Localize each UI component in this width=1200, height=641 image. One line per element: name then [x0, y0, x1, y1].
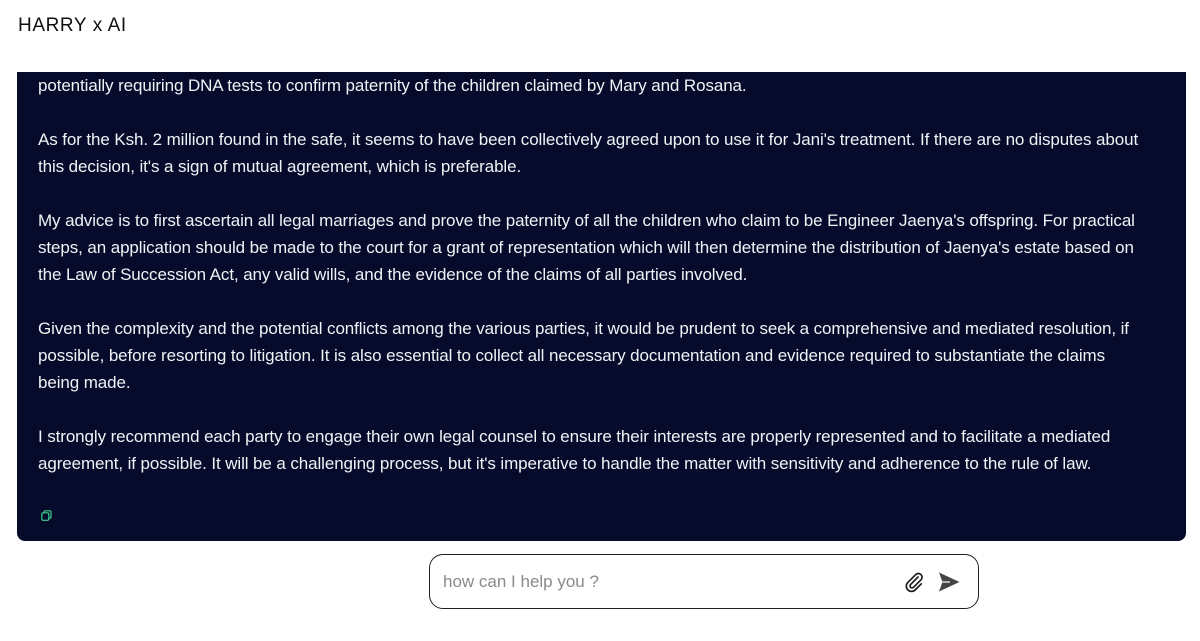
- assistant-response: [17, 72, 1186, 541]
- response-paragraph: As for the Ksh. 2 million found in the safe, it seems to have been collectively agreed upon to use it for Jani's treatment. If there are no disputes about this decision, it's a sign of mutual agreement, which is preferable.: [38, 130, 1139, 176]
- response-paragraph: My advice is to first ascertain all legal marriages and prove the paternity of all the children who claim to be Engineer Jaenya's offspring. For practical steps, an application should be made to the court for a grant of representation which will then determine the distribution of Jaenya's estate based on the Law of Succession Act, any valid wills, and the evidence of the claims of all parties involved.: [38, 211, 1135, 284]
- app-title: HARRY x AI: [18, 15, 127, 36]
- response-paragraph: potentially requiring DNA tests to confirm paternity of the children claimed by Mary and Rosana.: [38, 76, 747, 95]
- message-input[interactable]: [443, 569, 883, 595]
- copy-icon[interactable]: [41, 508, 52, 519]
- send-icon[interactable]: [937, 571, 961, 593]
- paperclip-icon[interactable]: [903, 571, 925, 593]
- response-paragraph: Given the complexity and the potential conflicts among the various parties, it would be prudent to seek a comprehensive and mediated resolution, if possible, before resorting to litigation. It is also essential to collect all necessary documentation and evidence required to substantiate the claims being made.: [38, 319, 1129, 392]
- response-paragraph: I strongly recommend each party to engage their own legal counsel to ensure their interests are properly represented and to facilitate a mediated agreement, if possible. It will be a challenging process, but it's imperative to handle the matter with sensitivity and adherence to the rule of law.: [38, 427, 1111, 473]
- message-composer: [429, 554, 979, 609]
